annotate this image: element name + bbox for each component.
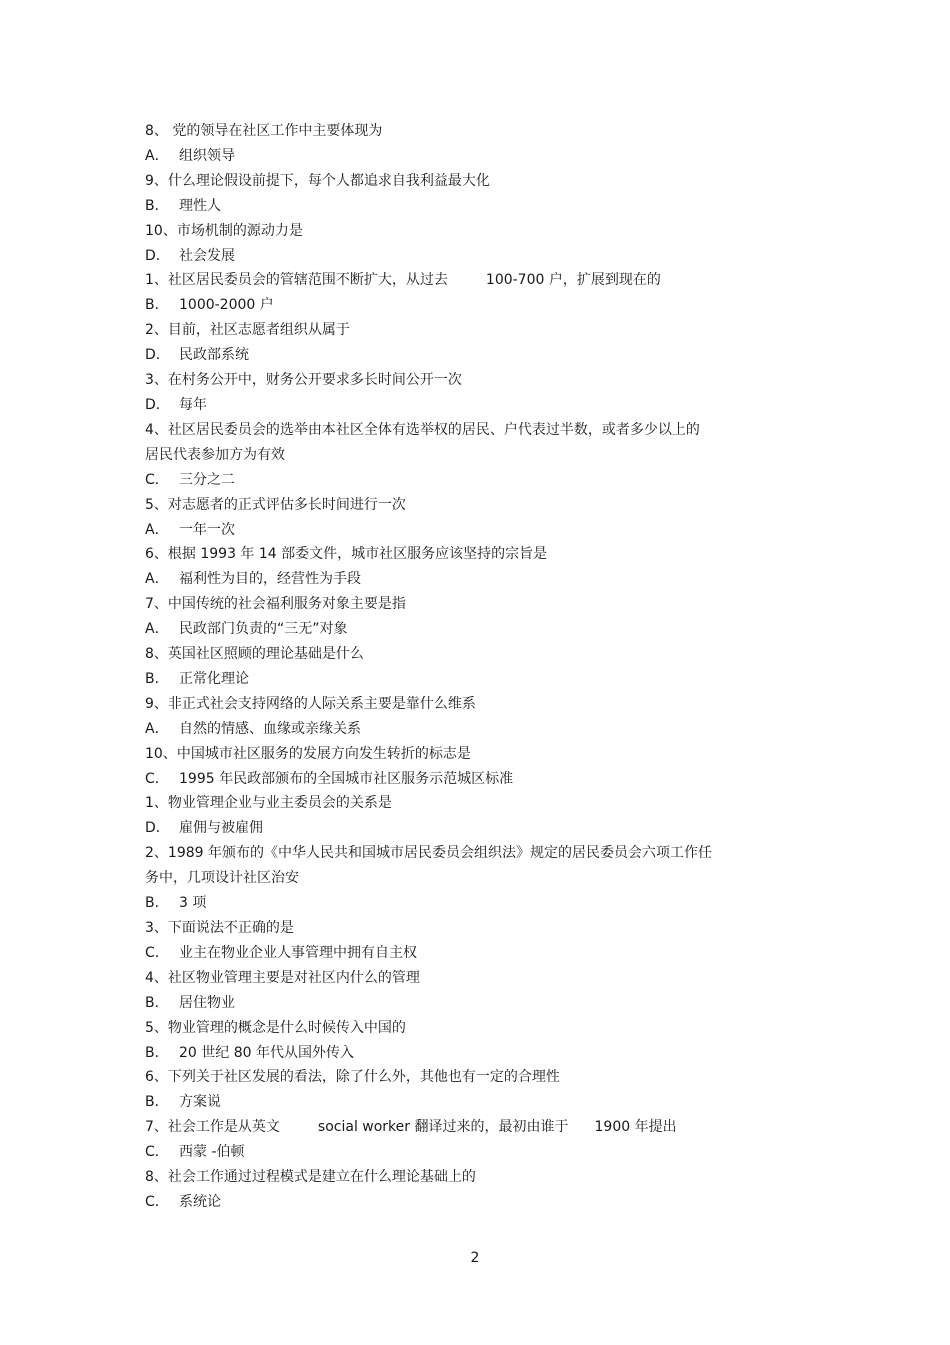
answer-letter: B． — [145, 994, 169, 1011]
answer-text: 系统论 — [179, 1193, 221, 1210]
question-line — [145, 966, 765, 991]
answer-line — [145, 468, 765, 493]
question-text: 6、下列关于社区发展的看法，除了什么外，其他也有一定的合理性 — [145, 1069, 560, 1086]
answer-text: 理性人 — [179, 197, 221, 214]
answer-letter: B． — [145, 297, 169, 314]
question-text: 5、对志愿者的正式评估多长时间进行一次 — [145, 496, 406, 513]
question-text: 1、物业管理企业与业主委员会的关系是 — [145, 795, 392, 812]
answer-line — [145, 667, 765, 692]
question-text-part: 1900 年提出 — [594, 1119, 677, 1136]
answer-letter: A． — [145, 621, 169, 638]
answer-letter: A． — [145, 571, 169, 588]
answer-line — [145, 194, 765, 219]
question-line — [145, 368, 765, 393]
answer-line — [145, 717, 765, 742]
answer-text: 方案说 — [179, 1094, 221, 1111]
answer-text: 社会发展 — [179, 247, 235, 264]
answer-text: 自然的情感、血缘或亲缘关系 — [179, 720, 361, 737]
answer-letter: C． — [145, 944, 169, 961]
question-line — [145, 841, 765, 866]
question-text: 8、英国社区照顾的理论基础是什么 — [145, 646, 364, 663]
question-text: 5、物业管理的概念是什么时候传入中国的 — [145, 1019, 406, 1036]
answer-text: 正常化理论 — [179, 670, 249, 687]
answer-line — [145, 518, 765, 543]
question-line — [145, 916, 765, 941]
answer-letter: A． — [145, 720, 169, 737]
question-line — [145, 692, 765, 717]
answer-letter: A． — [145, 147, 169, 164]
question-text: 3、在村务公开中，财务公开要求多长时间公开一次 — [145, 372, 462, 389]
answer-text: 居住物业 — [179, 994, 235, 1011]
answer-text: 民政部系统 — [179, 347, 249, 364]
answer-letter: C． — [145, 1144, 169, 1161]
question-line — [145, 542, 765, 567]
question-text-part: social worker 翻译过来的，最初由谁于 — [317, 1119, 569, 1136]
answer-text: 一年一次 — [179, 521, 235, 538]
answer-line — [145, 567, 765, 592]
answer-line — [145, 393, 765, 418]
answer-letter: C． — [145, 770, 169, 787]
question-line — [145, 318, 765, 343]
answer-text: 20 世纪 80 年代从国外传入 — [179, 1044, 354, 1061]
answer-line — [145, 767, 765, 792]
answer-letter: B． — [145, 670, 169, 687]
question-text: 10、市场机制的源动力是 — [145, 222, 303, 239]
question-text: 4、社区居民委员会的选举由本社区全体有选举权的居民、户代表过半数，或者多少以上的 — [145, 421, 700, 438]
question-line — [145, 1016, 765, 1041]
answer-text: 3 项 — [179, 895, 207, 912]
answer-line — [145, 293, 765, 318]
answer-text: 1000-2000 户 — [179, 297, 274, 314]
question-line — [145, 169, 765, 194]
answer-line — [145, 941, 765, 966]
question-text: 8、 党的领导在社区工作中主要体现为 — [145, 123, 383, 139]
question-text-part: 100-700 户，扩展到现在的 — [485, 272, 661, 289]
answer-letter: D． — [145, 347, 170, 364]
answer-line — [145, 1190, 765, 1215]
question-line — [145, 791, 765, 816]
answer-text: 福利性为目的，经营性为手段 — [179, 571, 361, 588]
answer-line — [145, 244, 765, 269]
question-line — [145, 268, 765, 293]
question-list — [145, 119, 765, 1215]
answer-text: 雇佣与被雇佣 — [179, 820, 263, 837]
question-line — [145, 1065, 765, 1090]
answer-letter: C． — [145, 471, 169, 488]
answer-letter: D． — [145, 820, 170, 837]
answer-letter: A． — [145, 521, 169, 538]
answer-text: 业主在物业企业人事管理中拥有自主权 — [179, 944, 417, 961]
answer-text: 民政部门负责的“三无”对象 — [179, 621, 348, 638]
answer-text: 西蒙 -伯顿 — [179, 1144, 245, 1161]
answer-text: 1995 年民政部颁布的全国城市社区服务示范城区标准 — [179, 770, 514, 787]
answer-text: 组织领导 — [179, 147, 235, 164]
question-line — [145, 493, 765, 518]
question-text: 3、下面说法不正确的是 — [145, 920, 294, 936]
answer-line — [145, 1090, 765, 1115]
question-text: 9、非正式社会支持网络的人际关系主要是靠什么维系 — [145, 695, 476, 712]
answer-letter: D． — [145, 396, 170, 413]
question-line — [145, 592, 765, 617]
question-text: 务中，几项设计社区治安 — [145, 870, 299, 887]
question-line — [145, 443, 765, 468]
answer-letter: B． — [145, 895, 169, 912]
answer-line — [145, 891, 765, 916]
question-text: 1、社区居民委员会的管辖范围不断扩大，从过去 — [145, 272, 448, 289]
question-line — [145, 866, 765, 891]
page-number: 2 — [470, 1250, 480, 1266]
question-text: 居民代表参加方为有效 — [145, 446, 285, 463]
answer-line — [145, 1140, 765, 1165]
answer-text: 每年 — [179, 396, 207, 413]
answer-letter: D． — [145, 247, 170, 264]
answer-text: 三分之二 — [179, 471, 235, 488]
question-text: 7、社会工作是从英文 — [145, 1119, 280, 1136]
answer-letter: B． — [145, 197, 169, 214]
answer-line — [145, 816, 765, 841]
question-text: 2、目前，社区志愿者组织从属于 — [145, 322, 350, 339]
answer-line — [145, 991, 765, 1016]
question-text: 2、1989 年颁布的《中华人民共和国城市居民委员会组织法》规定的居民委员会六项工作任 — [145, 845, 712, 862]
answer-line — [145, 144, 765, 169]
question-text: 8、社会工作通过过程模式是建立在什么理论基础上的 — [145, 1169, 476, 1186]
question-line — [145, 1165, 765, 1190]
answer-line — [145, 343, 765, 368]
question-text: 9、什么理论假设前提下，每个人都追求自我利益最大化 — [145, 172, 490, 189]
question-line — [145, 219, 765, 244]
question-text: 10、中国城市社区服务的发展方向发生转折的标志是 — [145, 745, 471, 762]
answer-letter: B． — [145, 1044, 169, 1061]
question-line — [145, 742, 765, 767]
question-text: 6、根据 1993 年 14 部委文件，城市社区服务应该坚持的宗旨是 — [145, 546, 548, 563]
answer-line — [145, 617, 765, 642]
question-text: 4、社区物业管理主要是对社区内什么的管理 — [145, 969, 420, 986]
question-text: 7、中国传统的社会福利服务对象主要是指 — [145, 596, 406, 613]
question-line — [145, 642, 765, 667]
question-line — [145, 418, 765, 443]
answer-line — [145, 1041, 765, 1066]
question-line — [145, 119, 765, 144]
question-line — [145, 1115, 765, 1140]
answer-letter: B． — [145, 1094, 169, 1111]
answer-letter: C． — [145, 1193, 169, 1210]
